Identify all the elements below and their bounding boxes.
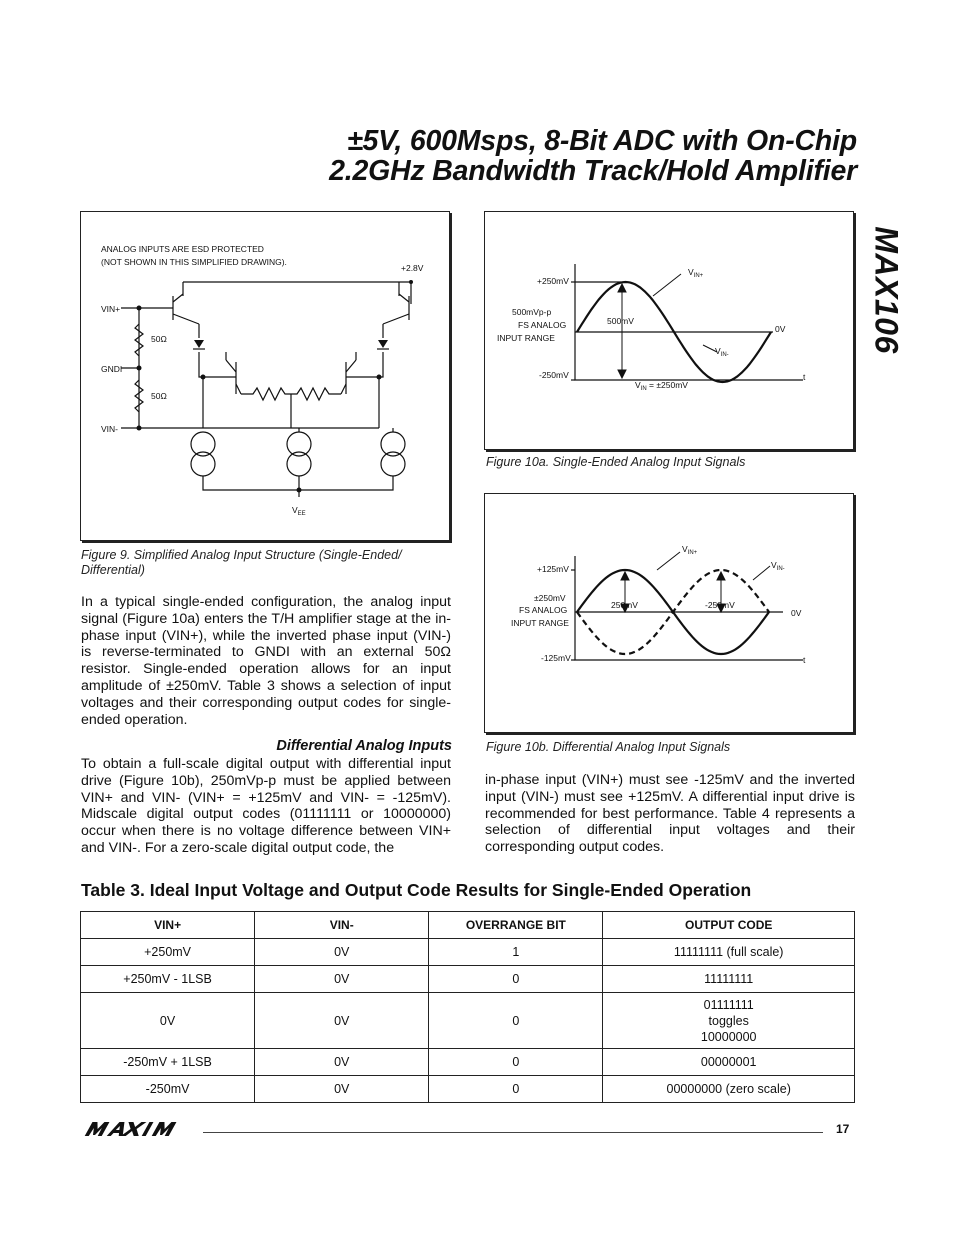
fig10a-t: t — [803, 372, 806, 382]
table-cell: 1 — [429, 939, 603, 966]
fig10b-vinm: $V_{IN-}$ — [771, 560, 785, 572]
table-3-caption: Table 3. Ideal Input Voltage and Output Code Results for Single-Ended Operation — [81, 880, 752, 900]
table-cell: 11111111 — [603, 966, 855, 993]
table-row — [81, 966, 855, 993]
paragraph-single-ended: In a typical single-ended configuration, the analog input signal (Figure 10a) enters the T/H amplifier stage at the in-phase input (VIN+), while the inverted phase input (VIN-) is reverse-terminated to GNDI with an external 50Ω resistor. Single-ended operation allows for an input amplitude of ±250mV. Table 3 shows a selection of input voltages and their corresponding output codes for single-ended operation. — [81, 594, 451, 728]
fig10a-mid: 500mV — [607, 316, 634, 326]
table-cell: 0V — [255, 939, 429, 966]
fig10b-range1: ±250mV — [534, 593, 566, 603]
fig10b-m125: -125mV — [541, 653, 571, 663]
page-title — [329, 126, 857, 186]
table-cell: +250mV — [81, 939, 255, 966]
figure-10a-chart — [485, 212, 853, 449]
fig9-note-line1: ANALOG INPUTS ARE ESD PROTECTED — [101, 244, 264, 254]
table-cell: 00000001 — [603, 1049, 855, 1076]
fig10a-range1: 500mVp-p — [512, 307, 552, 317]
table-row — [81, 1076, 855, 1103]
fig10a-vinm: $V_{IN-}$ — [715, 346, 729, 358]
fig9-supply-label: +2.8V — [401, 263, 424, 273]
fig10a-zero: 0V — [775, 324, 786, 334]
table-cell: 0V — [255, 1049, 429, 1076]
fig9-wiring — [121, 282, 411, 497]
figure-9-box — [80, 211, 450, 541]
fig9-note-line2: (NOT SHOWN IN THIS SIMPLIFIED DRAWING). — [101, 257, 287, 267]
fig9-gndi-label: GNDI — [101, 364, 123, 374]
title-line-1: ±5V, 600Msps, 8-Bit ADC with On-Chip — [347, 125, 857, 157]
footer-rule — [203, 1132, 823, 1133]
fig9-vinp-label: VIN+ — [101, 304, 121, 314]
table-cell: 0V — [255, 1076, 429, 1103]
fig10b-p125: +125mV — [537, 564, 569, 574]
fig9-nodes — [137, 280, 414, 493]
figure-9-schematic — [81, 212, 449, 540]
fig10b-vinp: $V_{IN+}$ — [682, 544, 698, 556]
subheading-differential: Differential Analog Inputs — [276, 738, 452, 754]
fig10a-m250: -250mV — [539, 370, 569, 380]
figure-10a-box — [484, 211, 854, 450]
table-row — [81, 1049, 855, 1076]
table-cell: -250mV — [81, 1076, 255, 1103]
code-line-3: 10000000 — [700, 1029, 757, 1044]
fig9-vinm-label: VIN- — [101, 424, 118, 434]
part-number-side — [862, 215, 910, 365]
fig10b-left-mid: 250mV — [611, 600, 638, 610]
col-header-vinm: VIN- — [255, 912, 429, 939]
fig10a-p250: +250mV — [537, 276, 569, 286]
paragraph-differential: To obtain a full-scale digital output with differential input drive (Figure 10b), 250mVp-p must be applied between VIN+ and VIN- (VIN+ = +125mV and VIN- = -125mV). Midscale digital output codes (01111111 or 10000000) occur when there is no voltage difference between VIN+ and VIN-. For a zero-scale digital output code, the — [81, 756, 451, 856]
code-line-1: 01111111 — [703, 997, 754, 1012]
fig10b-t: t — [803, 655, 806, 665]
table-cell: 0 — [429, 1076, 603, 1103]
table-header-row — [81, 912, 855, 939]
table-cell: +250mV - 1LSB — [81, 966, 255, 993]
figure-10b-box — [484, 493, 854, 733]
figure-10b-caption: Figure 10b. Differential Analog Input Signals — [486, 740, 731, 754]
fig10b-range2: FS ANALOG — [519, 605, 568, 615]
fig10a-vinp: $V_{IN+}$ — [688, 267, 704, 279]
part-number: MAX106 — [868, 226, 905, 354]
paragraph-right-column: in-phase input (VIN+) must see -125mV and the inverted input (VIN-) must see +125mV. A differential input drive is recommended for best performance. Table 4 represents a selection of differential input voltages and their corresponding output codes. — [485, 772, 855, 856]
table-cell: 0 — [429, 966, 603, 993]
table-cell: 00000000 (zero scale) — [603, 1076, 855, 1103]
maxim-logo — [83, 1120, 193, 1138]
table-cell: -250mV + 1LSB — [81, 1049, 255, 1076]
table-cell: 11111111 (full scale) — [603, 939, 855, 966]
figure-9-caption: Figure 9. Simplified Analog Input Structure (Single-Ended/ Differential) — [81, 548, 402, 577]
fig9-r1-label: 50Ω — [151, 334, 167, 344]
col-header-overrange: OVERRANGE BIT — [429, 912, 603, 939]
fig10a-range3: INPUT RANGE — [497, 333, 555, 343]
fig9-r2-label: 50Ω — [151, 391, 167, 401]
table-row — [81, 939, 855, 966]
figure-10a-caption: Figure 10a. Single-Ended Analog Input Signals — [486, 455, 746, 469]
table-cell-multiline — [603, 993, 855, 1049]
table-cell: 0 — [429, 1049, 603, 1076]
page-number: 17 — [836, 1122, 850, 1136]
col-header-output-code: OUTPUT CODE — [603, 912, 855, 939]
fig10b-range3: INPUT RANGE — [511, 618, 569, 628]
fig10a-range2: FS ANALOG — [518, 320, 567, 330]
fig10b-zero: 0V — [791, 608, 802, 618]
table-cell: 0V — [255, 993, 429, 1049]
col-header-vinp: VIN+ — [81, 912, 255, 939]
fig10b-axes — [575, 556, 803, 660]
fig10a-vin-eq: $V_{IN} = \pm 250mV$ — [635, 380, 688, 392]
code-line-2: toggles — [708, 1013, 749, 1028]
table-3 — [80, 911, 855, 1103]
table-row — [81, 993, 855, 1049]
fig9-vee-label: $V_{EE}$ — [292, 505, 306, 517]
table-cell: 0V — [81, 993, 255, 1049]
fig10b-right-mid: -250mV — [705, 600, 735, 610]
table-cell: 0 — [429, 993, 603, 1049]
title-line-2: 2.2GHz Bandwidth Track/Hold Amplifier — [329, 155, 857, 187]
figure-10b-chart — [485, 494, 853, 732]
table-cell: 0V — [255, 966, 429, 993]
